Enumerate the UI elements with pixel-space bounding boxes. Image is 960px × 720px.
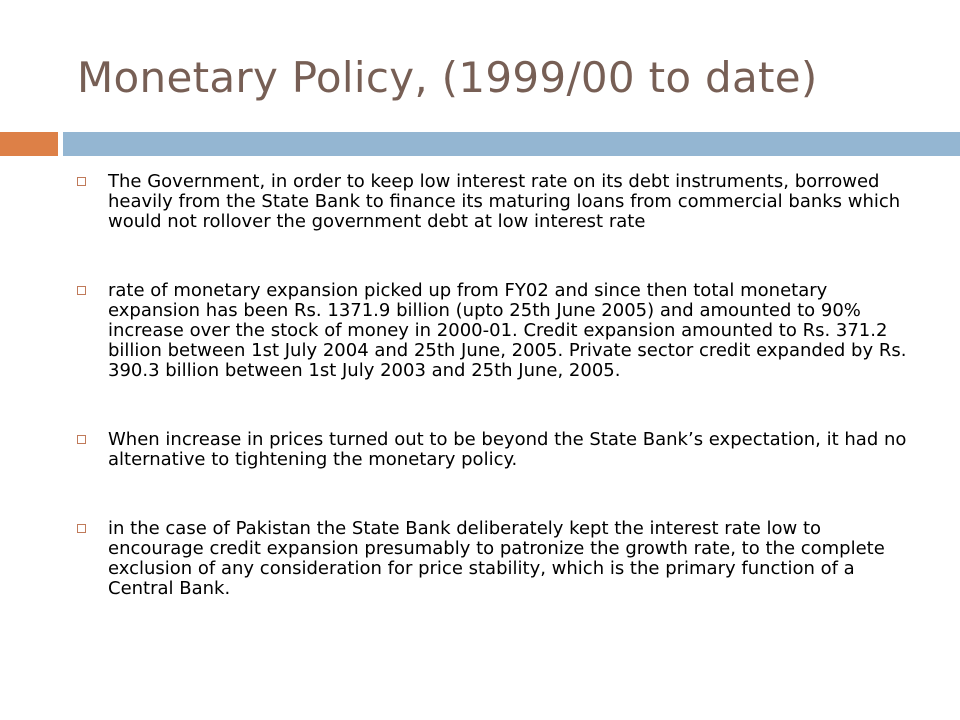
- slide-title: Monetary Policy, (1999/00 to date): [77, 53, 818, 102]
- hollow-square-icon: [77, 177, 86, 186]
- hollow-square-icon: [77, 524, 86, 533]
- bullet-text: The Government, in order to keep low interest rate on its debt instruments, borrowed heavily from the State Bank to finance its maturing loans from commercial banks which would not rollover the government debt at low interest rate: [108, 171, 901, 232]
- bullet-text: in the case of Pakistan the State Bank deliberately kept the interest rate low to encourage credit expansion presumably to patronize the growth rate, to the complete exclusion of any consideration for price stability, which is the primary function of a Central Bank.: [108, 518, 885, 599]
- accent-bar-orange: [0, 132, 58, 156]
- bullet-list: [77, 172, 907, 599]
- bullet-item: [77, 519, 907, 599]
- hollow-square-icon: [77, 286, 86, 295]
- bullet-item: [77, 172, 907, 232]
- bullet-text: rate of monetary expansion picked up from FY02 and since then total monetary expansion has been Rs. 1371.9 billion (upto 25th June 2005) and amounted to 90% increase over the stock of money in 2000-01. Credit expansion amounted to Rs. 371.2 billion between 1st July 2004 and 25th June, 2005. Private sector credit expanded by Rs. 390.3 billion between 1st July 2003 and 25th June, 2005.: [108, 280, 907, 381]
- hollow-square-icon: [77, 435, 86, 444]
- bullet-item: [77, 281, 907, 381]
- accent-bar-blue: [63, 132, 960, 156]
- bullet-text: When increase in prices turned out to be beyond the State Bank’s expectation, it had no alternative to tightening the monetary policy.: [108, 429, 907, 470]
- bullet-item: [77, 430, 907, 470]
